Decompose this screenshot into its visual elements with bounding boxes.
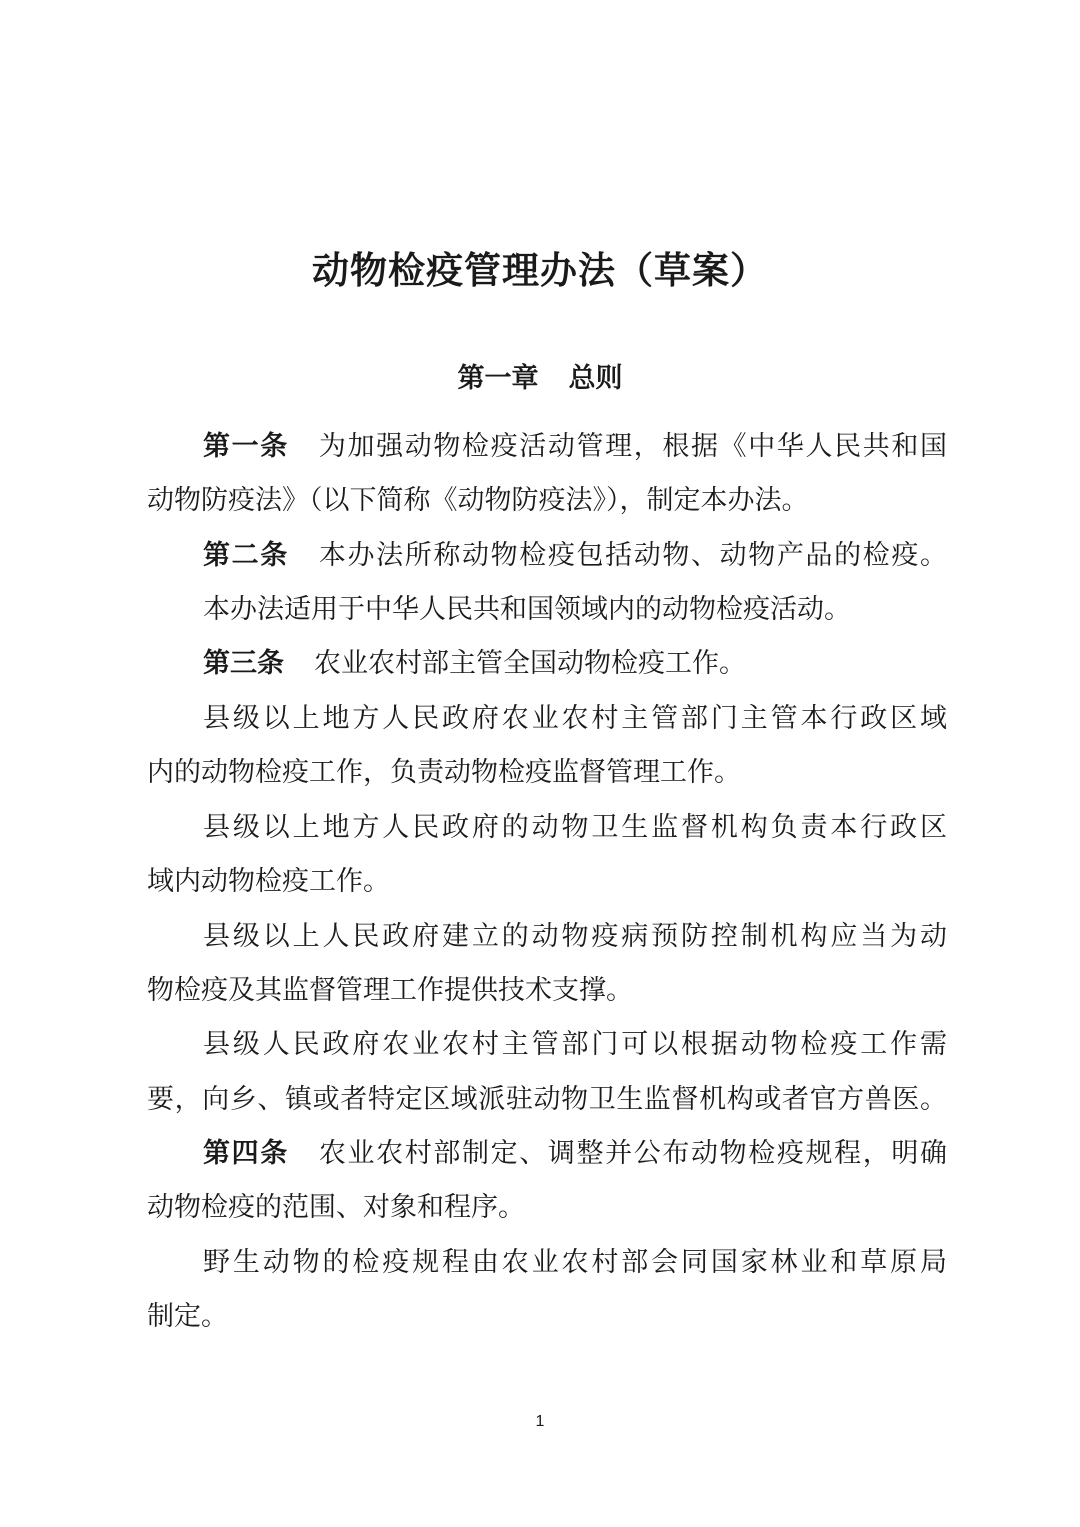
article-label: 第一条 [203,431,289,462]
article-text: 为加强动物检疫活动管理，根据《中华人民共和国 [318,431,947,462]
article-label: 第四条 [203,1138,289,1169]
article-4-paragraph-2-line-1: 野生动物的检疫规程由农业农村部会同国家林业和草原局 [203,1247,947,1278]
chapter-number: 第一章 [457,363,539,394]
article-2-line-1 [203,532,947,580]
article-3-paragraph-4-line-2: 物检疫及其监督管理工作提供技术支撑。 [147,975,633,1006]
article-3-paragraph-5-line-2: 要，向乡、镇或者特定区域派驻动物卫生监督机构或者官方兽医。 [147,1084,947,1115]
article-4-paragraph-2-line-2: 制定。 [147,1301,228,1332]
article-4-line-1 [203,1130,947,1178]
article-3-paragraph-3-line-2: 域内动物检疫工作。 [147,866,390,897]
article-2-paragraph-2: 本办法适用于中华人民共和国领域内的动物检疫活动。 [203,594,851,625]
article-label: 第三条 [203,648,284,679]
article-3-paragraph-3-line-1: 县级以上地方人民政府的动物卫生监督机构负责本行政区 [203,812,947,843]
chapter-name: 总则 [568,363,623,394]
article-3-paragraph-2-line-1: 县级以上地方人民政府农业农村主管部门主管本行政区域 [203,703,947,734]
article-3-paragraph-5-line-1: 县级人民政府农业农村主管部门可以根据动物检疫工作需 [203,1029,947,1060]
article-label: 第二条 [203,540,289,571]
article-text: 农业农村部主管全国动物检疫工作。 [314,648,746,679]
article-3-line-1 [203,640,947,688]
page-number: 1 [535,1413,545,1430]
article-3-paragraph-2-line-2: 内的动物检疫工作，负责动物检疫监督管理工作。 [147,757,741,788]
article-1-line-1 [203,423,947,471]
article-1-line-2: 动物防疫法》（以下简称《动物防疫法》），制定本办法。 [147,485,809,516]
article-4-line-2: 动物检疫的范围、对象和程序。 [147,1192,525,1223]
chapter-heading [0,357,1080,401]
article-3-paragraph-4-line-1: 县级以上人民政府建立的动物疫病预防控制机构应当为动 [203,921,947,952]
article-text: 农业农村部制定、调整并公布动物检疫规程，明确 [318,1138,947,1169]
article-text: 本办法所称动物检疫包括动物、动物产品的检疫。 [318,540,947,571]
document-title: 动物检疫管理办法（草案） [312,249,768,292]
